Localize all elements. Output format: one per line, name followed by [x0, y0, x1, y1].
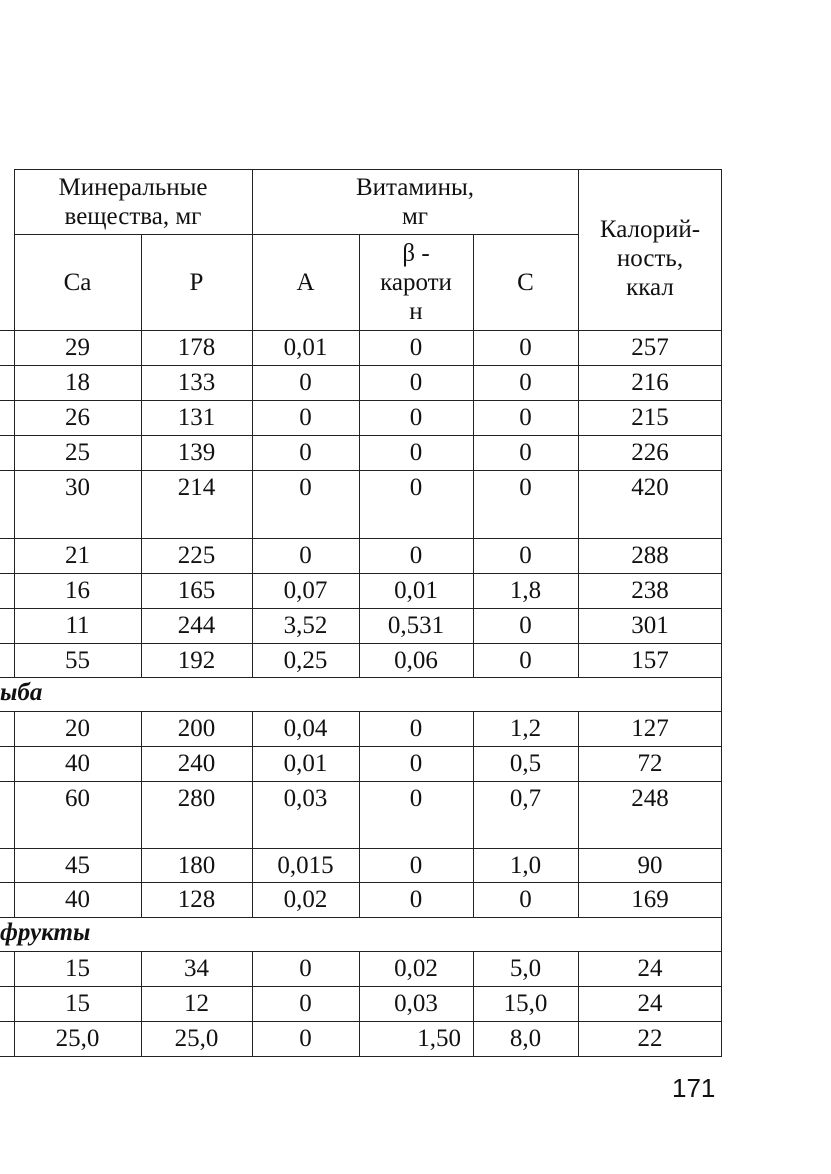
table-cell: 25,0 — [174, 1025, 219, 1052]
table-cell: 178 — [177, 334, 216, 361]
table-cell: 0 — [409, 474, 423, 501]
table-cell: 12 — [184, 990, 209, 1017]
row-divider — [0, 986, 722, 987]
row-divider — [0, 1021, 722, 1022]
row-divider — [0, 848, 722, 849]
row-divider — [0, 365, 722, 366]
col-divider — [252, 711, 253, 917]
table-cell: 0 — [519, 474, 532, 501]
table-cell: 25,0 — [55, 1025, 100, 1052]
table-cell: 0 — [409, 785, 423, 812]
table-cell: 0,07 — [283, 577, 328, 604]
table-cell: 0 — [409, 334, 423, 361]
header-ca: Ca — [63, 268, 92, 296]
table-cell: 0 — [299, 404, 312, 431]
table-cell: 0,5 — [509, 750, 542, 777]
col-divider — [359, 234, 360, 677]
nutrition-table — [0, 169, 722, 1056]
table-cell: 0,531 — [387, 612, 445, 639]
table-cell: 226 — [631, 439, 669, 466]
col-divider — [578, 169, 579, 677]
col-divider — [14, 169, 15, 677]
table-cell: 131 — [177, 404, 216, 431]
table-cell: 133 — [177, 369, 216, 396]
row-divider — [0, 882, 722, 883]
row-divider — [0, 435, 722, 436]
table-cell: 165 — [177, 577, 216, 604]
table-cell: 90 — [637, 851, 663, 879]
col-divider — [578, 951, 579, 1056]
table-cell: 16 — [65, 577, 90, 604]
table-cell: 280 — [177, 785, 216, 812]
table-cell: 0 — [519, 439, 532, 466]
table-cell: 1,0 — [509, 851, 542, 879]
table-cell: 60 — [65, 785, 90, 812]
table-cell: 0,03 — [394, 990, 438, 1017]
table-cell: 244 — [177, 612, 216, 639]
col-divider — [14, 951, 15, 1056]
col-divider — [141, 234, 142, 677]
col-divider — [473, 234, 474, 677]
table-cell: 216 — [631, 369, 669, 396]
table-cell: 0 — [409, 851, 423, 879]
col-divider — [359, 951, 360, 1056]
row-divider — [0, 711, 722, 712]
header-p: P — [189, 268, 204, 296]
table-cell: 420 — [631, 474, 669, 501]
table-cell: 0 — [519, 404, 532, 431]
table-cell: 0 — [299, 474, 312, 501]
table-cell: 200 — [177, 715, 216, 742]
row-divider — [0, 538, 722, 539]
table-cell: 0 — [519, 886, 532, 913]
table-cell: 24 — [637, 955, 663, 982]
header-vitamins: Витамины, мг — [355, 173, 474, 230]
row-divider — [0, 781, 722, 782]
col-divider — [252, 169, 253, 677]
table-cell: 55 — [65, 646, 90, 674]
table-cell: 248 — [631, 785, 669, 812]
page-number: 171 — [672, 1073, 716, 1103]
col-divider — [141, 951, 142, 1056]
table-cell: 157 — [631, 646, 669, 674]
row-divider — [0, 330, 722, 331]
table-cell: 215 — [631, 404, 669, 431]
table-cell: 225 — [177, 542, 216, 569]
table-cell: 0 — [409, 750, 423, 777]
table-cell: 0,7 — [509, 785, 542, 812]
table-cell: 0 — [409, 542, 423, 569]
table-cell: 15 — [65, 955, 90, 982]
row-divider — [0, 643, 722, 644]
table-border-top — [14, 169, 722, 170]
section-heading: ыба — [0, 679, 43, 706]
table-cell: 0,01 — [394, 577, 438, 604]
table-cell: 1,50 — [417, 1025, 461, 1052]
table-cell: 29 — [65, 334, 90, 361]
table-cell: 22 — [637, 1025, 663, 1052]
table-cell: 0 — [299, 369, 312, 396]
header-calories: Калорий- ность, ккал — [599, 216, 701, 301]
table-cell: 15 — [65, 990, 90, 1017]
row-divider — [0, 573, 722, 574]
table-cell: 0 — [409, 404, 423, 431]
col-divider — [473, 711, 474, 917]
table-border-right — [721, 169, 722, 1057]
table-cell: 11 — [65, 612, 90, 639]
table-cell: 0 — [519, 542, 532, 569]
table-cell: 0,02 — [394, 955, 438, 982]
table-cell: 0 — [409, 439, 423, 466]
table-cell: 0 — [409, 369, 423, 396]
table-cell: 0,25 — [283, 646, 328, 674]
table-cell: 0 — [299, 439, 312, 466]
table-cell: 45 — [65, 851, 90, 879]
table-cell: 0 — [299, 955, 312, 982]
table-cell: 5,0 — [509, 955, 542, 982]
row-divider — [0, 608, 722, 609]
table-cell: 128 — [177, 886, 216, 913]
table-cell: 214 — [177, 474, 216, 501]
table-cell: 1,2 — [509, 715, 542, 742]
table-cell: 0 — [299, 1025, 312, 1052]
row-divider — [0, 470, 722, 471]
table-cell: 169 — [631, 886, 669, 913]
row-divider — [0, 746, 722, 747]
table-cell: 8,0 — [509, 1025, 542, 1052]
col-divider — [578, 711, 579, 917]
table-cell: 25 — [65, 439, 90, 466]
col-divider — [359, 711, 360, 917]
table-cell: 139 — [177, 439, 216, 466]
table-cell: 0,015 — [277, 851, 334, 879]
table-cell: 0,01 — [283, 750, 328, 777]
header-beta-carotene: β - кароти н — [380, 239, 452, 325]
table-cell: 20 — [65, 715, 90, 742]
header-divider — [14, 234, 578, 235]
row-divider — [0, 677, 722, 678]
table-cell: 18 — [65, 369, 90, 396]
table-cell: 0,04 — [283, 715, 328, 742]
row-divider — [0, 1056, 722, 1057]
table-cell: 0,03 — [283, 785, 328, 812]
header-c: C — [517, 268, 534, 296]
row-divider — [0, 400, 722, 401]
table-cell: 238 — [631, 577, 669, 604]
table-cell: 0,01 — [283, 334, 328, 361]
table-cell: 0 — [299, 990, 312, 1017]
row-divider — [0, 917, 722, 918]
table-cell: 15,0 — [503, 990, 548, 1017]
table-cell: 0 — [409, 886, 423, 913]
table-cell: 288 — [631, 542, 669, 569]
col-divider — [252, 951, 253, 1056]
table-cell: 40 — [65, 886, 90, 913]
table-cell: 0 — [299, 542, 312, 569]
table-cell: 40 — [65, 750, 90, 777]
table-cell: 192 — [177, 646, 216, 674]
table-cell: 3,52 — [283, 612, 328, 639]
table-cell: 0 — [519, 369, 532, 396]
col-divider — [14, 711, 15, 917]
table-cell: 34 — [184, 955, 209, 982]
col-divider — [473, 951, 474, 1056]
row-divider — [0, 951, 722, 952]
table-cell: 0 — [519, 612, 532, 639]
table-cell: 0 — [519, 646, 532, 674]
table-cell: 24 — [637, 990, 663, 1017]
table-cell: 72 — [637, 750, 663, 777]
table-cell: 240 — [177, 750, 216, 777]
table-cell: 257 — [631, 334, 669, 361]
header-minerals: Минеральные вещества, мг — [58, 173, 208, 230]
table-cell: 0,06 — [394, 646, 438, 674]
col-divider — [141, 711, 142, 917]
section-heading: фрукты — [0, 919, 91, 946]
header-a: A — [296, 268, 315, 296]
table-cell: 301 — [631, 612, 669, 639]
table-cell: 30 — [65, 474, 90, 501]
table-cell: 21 — [65, 542, 90, 569]
table-cell: 0 — [519, 334, 532, 361]
table-cell: 0 — [409, 715, 423, 742]
table-cell: 127 — [631, 715, 669, 742]
table-cell: 26 — [65, 404, 90, 431]
table-cell: 180 — [177, 851, 216, 879]
table-cell: 0,02 — [283, 886, 328, 913]
table-cell: 1,8 — [509, 577, 542, 604]
